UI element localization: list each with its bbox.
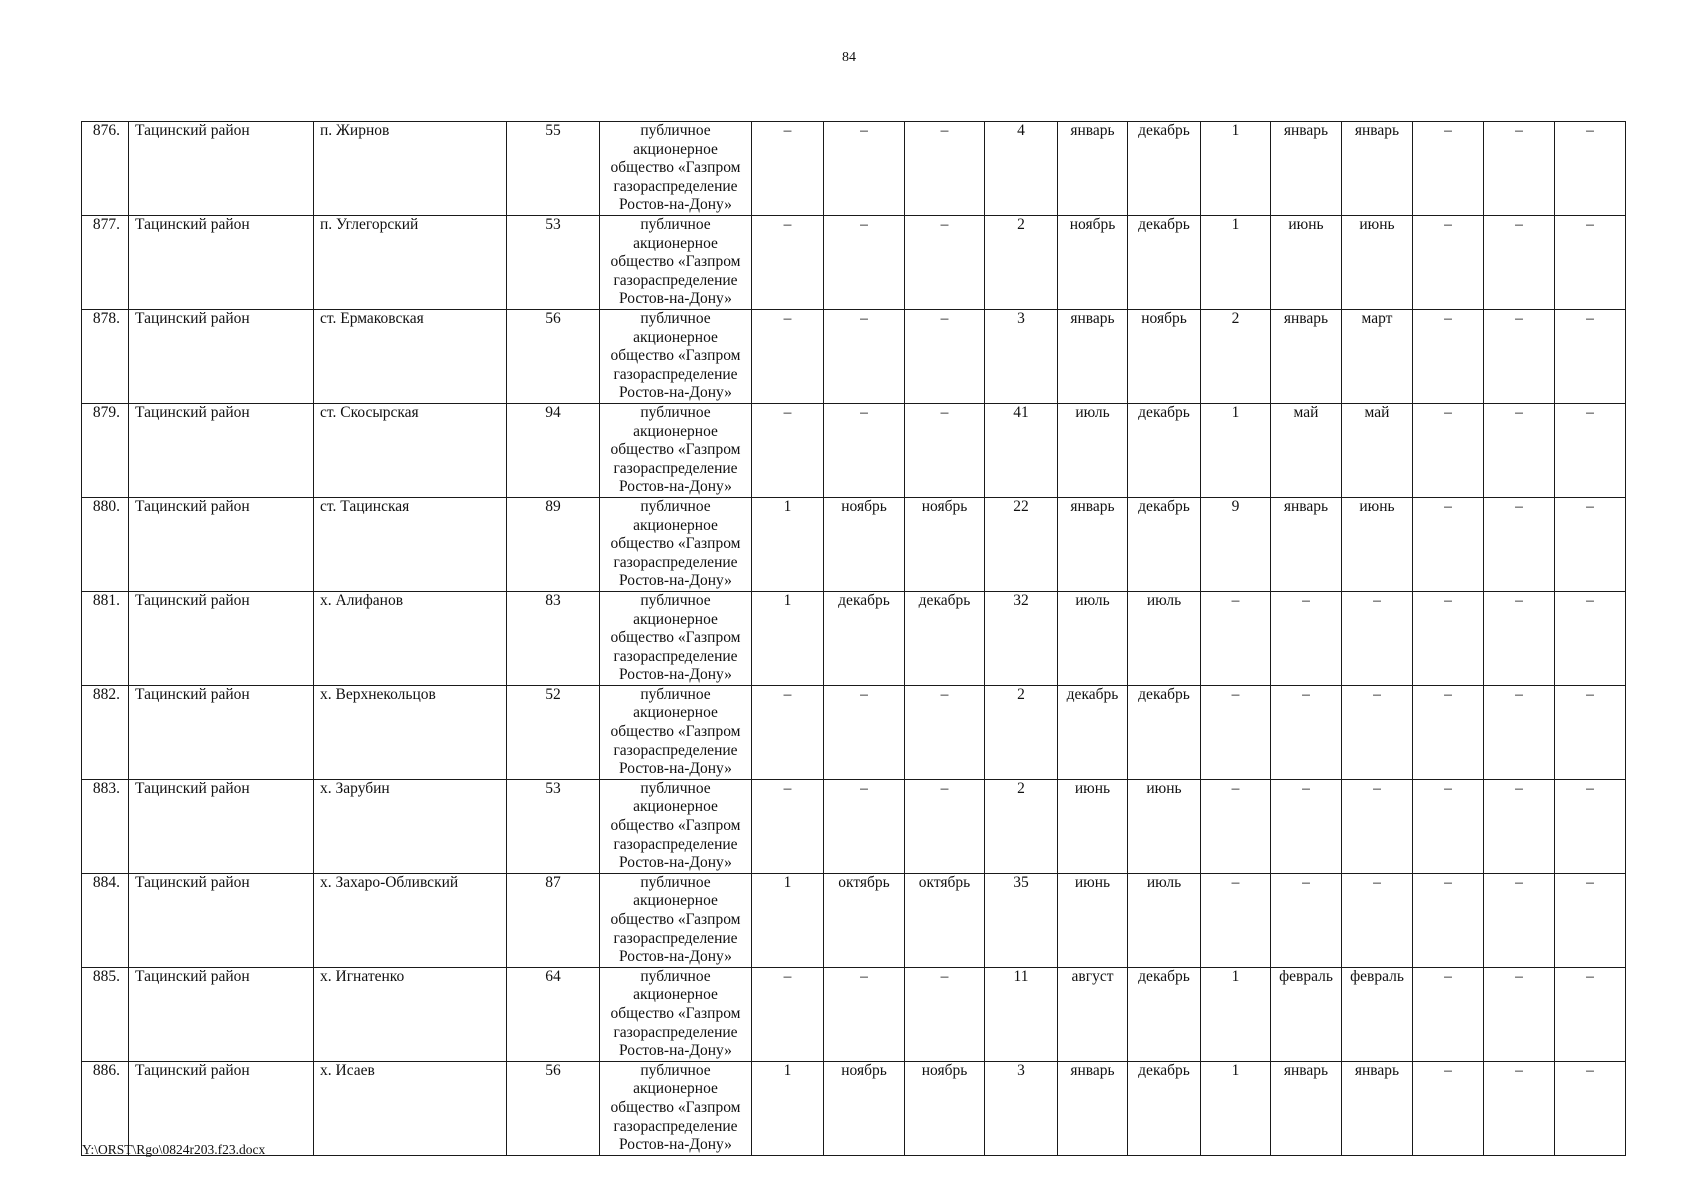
value-cell: 55 bbox=[507, 122, 600, 216]
month-end-cell: – bbox=[905, 215, 985, 309]
month-start-cell: – bbox=[824, 685, 905, 779]
organization-cell: публичное акционерное общество «Газпром газораспределение Ростов-на-Дону» bbox=[600, 1061, 752, 1155]
month-start-cell: ноябрь bbox=[824, 1061, 905, 1155]
count-cell: – bbox=[1413, 873, 1484, 967]
settlement-cell: х. Алифанов bbox=[314, 591, 507, 685]
month-end-cell: – bbox=[905, 403, 985, 497]
count-cell: 1 bbox=[1201, 1061, 1271, 1155]
month-start-cell: – bbox=[1484, 403, 1555, 497]
organization-cell: публичное акционерное общество «Газпром газораспределение Ростов-на-Дону» bbox=[600, 779, 752, 873]
count-cell: – bbox=[1413, 215, 1484, 309]
month-start-cell: август bbox=[1058, 967, 1128, 1061]
value-cell: 56 bbox=[507, 1061, 600, 1155]
month-start-cell: ноябрь bbox=[1058, 215, 1128, 309]
month-end-cell: – bbox=[1342, 779, 1413, 873]
month-end-cell: март bbox=[1342, 309, 1413, 403]
month-start-cell: – bbox=[824, 967, 905, 1061]
count-cell: – bbox=[752, 309, 824, 403]
row-number-cell: 878. bbox=[82, 309, 129, 403]
month-start-cell: – bbox=[1484, 779, 1555, 873]
count-cell: 1 bbox=[752, 1061, 824, 1155]
month-start-cell: – bbox=[1484, 122, 1555, 216]
district-cell: Тацинский район bbox=[129, 779, 314, 873]
count-cell: 35 bbox=[985, 873, 1058, 967]
month-end-cell: – bbox=[1555, 122, 1626, 216]
settlement-cell: ст. Ермаковская bbox=[314, 309, 507, 403]
month-end-cell: декабрь bbox=[1128, 967, 1201, 1061]
month-end-cell: – bbox=[905, 309, 985, 403]
count-cell: – bbox=[1201, 591, 1271, 685]
count-cell: – bbox=[1413, 122, 1484, 216]
organization-cell: публичное акционерное общество «Газпром газораспределение Ростов-на-Дону» bbox=[600, 309, 752, 403]
table-row bbox=[82, 122, 1626, 216]
value-cell: 83 bbox=[507, 591, 600, 685]
count-cell: 9 bbox=[1201, 497, 1271, 591]
row-number-cell: 881. bbox=[82, 591, 129, 685]
value-cell: 53 bbox=[507, 215, 600, 309]
month-start-cell: январь bbox=[1058, 122, 1128, 216]
month-end-cell: – bbox=[1342, 685, 1413, 779]
settlement-cell: п. Жирнов bbox=[314, 122, 507, 216]
settlement-cell: х. Зарубин bbox=[314, 779, 507, 873]
count-cell: 11 bbox=[985, 967, 1058, 1061]
month-start-cell: июнь bbox=[1058, 873, 1128, 967]
month-end-cell: июнь bbox=[1342, 215, 1413, 309]
month-start-cell: – bbox=[1484, 1061, 1555, 1155]
month-start-cell: – bbox=[1484, 309, 1555, 403]
count-cell: – bbox=[1413, 497, 1484, 591]
month-end-cell: июнь bbox=[1128, 779, 1201, 873]
month-start-cell: – bbox=[1484, 215, 1555, 309]
gasification-schedule-table bbox=[81, 121, 1626, 1156]
district-cell: Тацинский район bbox=[129, 1061, 314, 1155]
count-cell: – bbox=[1201, 685, 1271, 779]
month-start-cell: – bbox=[1271, 685, 1342, 779]
value-cell: 56 bbox=[507, 309, 600, 403]
month-end-cell: февраль bbox=[1342, 967, 1413, 1061]
count-cell: 1 bbox=[752, 873, 824, 967]
row-number-cell: 876. bbox=[82, 122, 129, 216]
organization-cell: публичное акционерное общество «Газпром газораспределение Ростов-на-Дону» bbox=[600, 685, 752, 779]
month-end-cell: – bbox=[1555, 309, 1626, 403]
row-number-cell: 882. bbox=[82, 685, 129, 779]
count-cell: 2 bbox=[985, 685, 1058, 779]
month-end-cell: – bbox=[905, 967, 985, 1061]
month-start-cell: – bbox=[824, 215, 905, 309]
district-cell: Тацинский район bbox=[129, 685, 314, 779]
count-cell: 1 bbox=[1201, 122, 1271, 216]
footer-file-path: Y:\ORST\Rgo\0824r203.f23.docx bbox=[82, 1142, 266, 1157]
count-cell: 4 bbox=[985, 122, 1058, 216]
month-start-cell: январь bbox=[1058, 497, 1128, 591]
month-end-cell: июнь bbox=[1342, 497, 1413, 591]
month-start-cell: январь bbox=[1271, 497, 1342, 591]
count-cell: – bbox=[752, 215, 824, 309]
organization-cell: публичное акционерное общество «Газпром газораспределение Ростов-на-Дону» bbox=[600, 873, 752, 967]
month-end-cell: – bbox=[1555, 215, 1626, 309]
month-start-cell: – bbox=[1484, 685, 1555, 779]
month-start-cell: – bbox=[824, 122, 905, 216]
month-end-cell: – bbox=[905, 122, 985, 216]
count-cell: – bbox=[1413, 309, 1484, 403]
district-cell: Тацинский район bbox=[129, 122, 314, 216]
count-cell: 1 bbox=[1201, 967, 1271, 1061]
month-end-cell: – bbox=[1555, 779, 1626, 873]
month-end-cell: декабрь bbox=[1128, 685, 1201, 779]
count-cell: 1 bbox=[752, 591, 824, 685]
count-cell: – bbox=[1201, 779, 1271, 873]
value-cell: 94 bbox=[507, 403, 600, 497]
table-row bbox=[82, 403, 1626, 497]
row-number-cell: 877. bbox=[82, 215, 129, 309]
month-start-cell: январь bbox=[1058, 309, 1128, 403]
count-cell: – bbox=[1413, 1061, 1484, 1155]
count-cell: – bbox=[1413, 685, 1484, 779]
district-cell: Тацинский район bbox=[129, 215, 314, 309]
row-number-cell: 886. bbox=[82, 1061, 129, 1155]
month-start-cell: – bbox=[1484, 497, 1555, 591]
count-cell: 1 bbox=[1201, 403, 1271, 497]
month-start-cell: – bbox=[1484, 873, 1555, 967]
settlement-cell: ст. Тацинская bbox=[314, 497, 507, 591]
count-cell: – bbox=[752, 967, 824, 1061]
month-end-cell: – bbox=[1555, 967, 1626, 1061]
month-start-cell: – bbox=[1484, 591, 1555, 685]
district-cell: Тацинский район bbox=[129, 309, 314, 403]
month-start-cell: ноябрь bbox=[824, 497, 905, 591]
count-cell: 2 bbox=[1201, 309, 1271, 403]
settlement-cell: х. Верхнекольцов bbox=[314, 685, 507, 779]
table-row bbox=[82, 685, 1626, 779]
month-end-cell: декабрь bbox=[1128, 1061, 1201, 1155]
count-cell: 3 bbox=[985, 1061, 1058, 1155]
settlement-cell: х. Игнатенко bbox=[314, 967, 507, 1061]
settlement-cell: ст. Скосырская bbox=[314, 403, 507, 497]
count-cell: 1 bbox=[1201, 215, 1271, 309]
count-cell: 22 bbox=[985, 497, 1058, 591]
month-end-cell: – bbox=[905, 779, 985, 873]
month-start-cell: октябрь bbox=[824, 873, 905, 967]
value-cell: 89 bbox=[507, 497, 600, 591]
month-start-cell: июнь bbox=[1058, 779, 1128, 873]
month-end-cell: июль bbox=[1128, 591, 1201, 685]
row-number-cell: 883. bbox=[82, 779, 129, 873]
organization-cell: публичное акционерное общество «Газпром газораспределение Ростов-на-Дону» bbox=[600, 403, 752, 497]
month-end-cell: ноябрь bbox=[905, 1061, 985, 1155]
table-row bbox=[82, 309, 1626, 403]
count-cell: – bbox=[752, 122, 824, 216]
month-start-cell: январь bbox=[1271, 309, 1342, 403]
district-cell: Тацинский район bbox=[129, 967, 314, 1061]
count-cell: 32 bbox=[985, 591, 1058, 685]
month-start-cell: – bbox=[1484, 967, 1555, 1061]
month-start-cell: январь bbox=[1271, 122, 1342, 216]
month-end-cell: – bbox=[1555, 591, 1626, 685]
month-end-cell: декабрь bbox=[1128, 122, 1201, 216]
settlement-cell: п. Углегорский bbox=[314, 215, 507, 309]
page-number: 84 bbox=[842, 50, 856, 65]
organization-cell: публичное акционерное общество «Газпром газораспределение Ростов-на-Дону» bbox=[600, 122, 752, 216]
month-end-cell: декабрь bbox=[1128, 215, 1201, 309]
month-end-cell: ноябрь bbox=[905, 497, 985, 591]
month-end-cell: – bbox=[1555, 685, 1626, 779]
month-end-cell: ноябрь bbox=[1128, 309, 1201, 403]
month-start-cell: январь bbox=[1058, 1061, 1128, 1155]
organization-cell: публичное акционерное общество «Газпром газораспределение Ростов-на-Дону» bbox=[600, 215, 752, 309]
month-end-cell: июль bbox=[1128, 873, 1201, 967]
row-number-cell: 879. bbox=[82, 403, 129, 497]
count-cell: – bbox=[752, 685, 824, 779]
settlement-cell: х. Исаев bbox=[314, 1061, 507, 1155]
month-end-cell: – bbox=[905, 685, 985, 779]
month-end-cell: декабрь bbox=[1128, 403, 1201, 497]
count-cell: – bbox=[752, 403, 824, 497]
organization-cell: публичное акционерное общество «Газпром газораспределение Ростов-на-Дону» bbox=[600, 591, 752, 685]
month-end-cell: – bbox=[1555, 497, 1626, 591]
month-start-cell: июль bbox=[1058, 591, 1128, 685]
month-end-cell: – bbox=[1555, 1061, 1626, 1155]
month-end-cell: – bbox=[1342, 591, 1413, 685]
month-start-cell: июнь bbox=[1271, 215, 1342, 309]
count-cell: 2 bbox=[985, 215, 1058, 309]
settlement-cell: х. Захаро-Обливский bbox=[314, 873, 507, 967]
month-end-cell: декабрь bbox=[905, 591, 985, 685]
table-row bbox=[82, 497, 1626, 591]
count-cell: 3 bbox=[985, 309, 1058, 403]
district-cell: Тацинский район bbox=[129, 403, 314, 497]
table-row bbox=[82, 967, 1626, 1061]
month-end-cell: январь bbox=[1342, 1061, 1413, 1155]
table-row bbox=[82, 591, 1626, 685]
table-row bbox=[82, 215, 1626, 309]
month-end-cell: январь bbox=[1342, 122, 1413, 216]
table-row bbox=[82, 1061, 1626, 1155]
month-end-cell: – bbox=[1555, 403, 1626, 497]
month-start-cell: февраль bbox=[1271, 967, 1342, 1061]
month-start-cell: – bbox=[824, 779, 905, 873]
count-cell: 2 bbox=[985, 779, 1058, 873]
value-cell: 52 bbox=[507, 685, 600, 779]
month-start-cell: – bbox=[824, 309, 905, 403]
row-number-cell: 884. bbox=[82, 873, 129, 967]
month-end-cell: октябрь bbox=[905, 873, 985, 967]
month-end-cell: – bbox=[1342, 873, 1413, 967]
row-number-cell: 880. bbox=[82, 497, 129, 591]
district-cell: Тацинский район bbox=[129, 873, 314, 967]
month-start-cell: – bbox=[1271, 779, 1342, 873]
count-cell: – bbox=[1201, 873, 1271, 967]
month-start-cell: декабрь bbox=[824, 591, 905, 685]
count-cell: 41 bbox=[985, 403, 1058, 497]
month-end-cell: декабрь bbox=[1128, 497, 1201, 591]
table-row bbox=[82, 873, 1626, 967]
count-cell: – bbox=[1413, 591, 1484, 685]
month-start-cell: июль bbox=[1058, 403, 1128, 497]
count-cell: – bbox=[1413, 779, 1484, 873]
count-cell: – bbox=[1413, 403, 1484, 497]
table-row bbox=[82, 779, 1626, 873]
value-cell: 87 bbox=[507, 873, 600, 967]
count-cell: – bbox=[752, 779, 824, 873]
month-start-cell: декабрь bbox=[1058, 685, 1128, 779]
month-start-cell: январь bbox=[1271, 1061, 1342, 1155]
organization-cell: публичное акционерное общество «Газпром газораспределение Ростов-на-Дону» bbox=[600, 497, 752, 591]
district-cell: Тацинский район bbox=[129, 497, 314, 591]
value-cell: 64 bbox=[507, 967, 600, 1061]
value-cell: 53 bbox=[507, 779, 600, 873]
month-start-cell: – bbox=[1271, 591, 1342, 685]
month-end-cell: – bbox=[1555, 873, 1626, 967]
month-end-cell: май bbox=[1342, 403, 1413, 497]
row-number-cell: 885. bbox=[82, 967, 129, 1061]
count-cell: – bbox=[1413, 967, 1484, 1061]
month-start-cell: май bbox=[1271, 403, 1342, 497]
month-start-cell: – bbox=[824, 403, 905, 497]
district-cell: Тацинский район bbox=[129, 591, 314, 685]
count-cell: 1 bbox=[752, 497, 824, 591]
organization-cell: публичное акционерное общество «Газпром газораспределение Ростов-на-Дону» bbox=[600, 967, 752, 1061]
month-start-cell: – bbox=[1271, 873, 1342, 967]
